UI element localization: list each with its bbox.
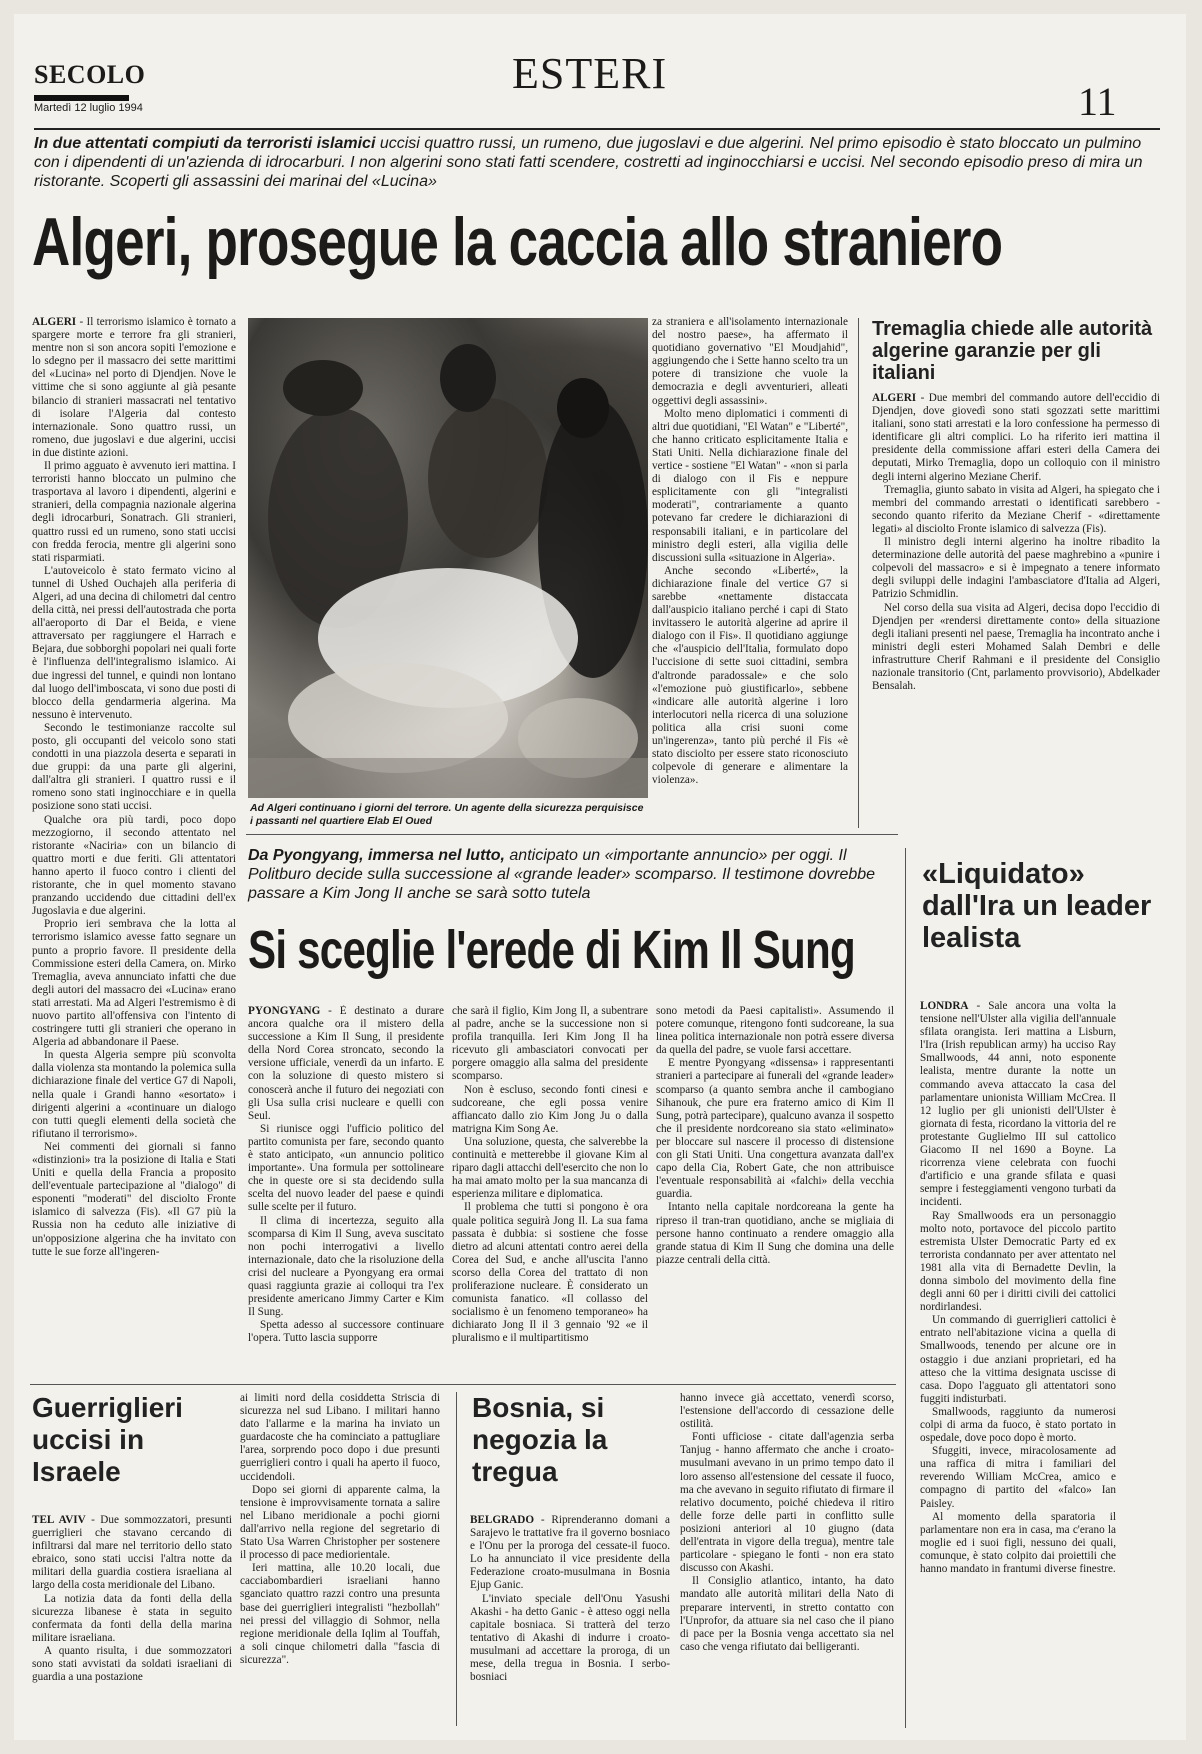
page-number: 11	[1078, 79, 1117, 124]
korea-column-1	[248, 1005, 444, 1377]
korea-paragraph: Una soluzione, questa, che salverebbe la continuità e metterebbe il giovane Kim al riparo dagli attacchi dell'esercito che non lo ha mai amato molto per la sua mancanza di esperienza militare e diplomatica.	[452, 1135, 648, 1201]
masthead-logo: SECOLO	[34, 60, 146, 89]
korea-kicker	[248, 846, 888, 903]
bosnia-paragraph: Il Consiglio atlantico, intanto, ha dato mandato alle autorità militari della Nato di preparare interventi, in stretto contatto con l'Unprofor, da attuare sia nel caso che il piano di pace per la Bosnia venga accettato sia nel caso che venga rifiutato dai belligeranti.	[680, 1575, 894, 1653]
main-headline: Algeri, prosegue la caccia allo straniero	[32, 204, 1003, 280]
main-paragraph: Anche secondo «Liberté», la dichiarazione finale del vertice G7 si sarebbe «nettamente distaccata dall'auspicio italiano perché i capi di Stato invitassero le autorità algerine ad aprire il dialogo con il Fis». Il quotidiano aggiunge che «l'auspicio dell'Italia, formulato dopo l'uccisione di sette suoi cittadini, sembra d'altronde paradossale» e che solo «l'emozione può giustificarlo», sebbene «indicare alle autorità algerine i loro interlocutori nella ricerca di una soluzione politica alla crisi suoni come un'ingerenza», tanto più perché il Fis «è stato disciolto per essere stato riconosciuto colpevole di generare e alimentare la violenza».	[652, 564, 848, 787]
ira-paragraph: Ray Smallwoods era un personaggio molto noto, portavoce del piccolo partito estremista Ulster Democratic Party ed ex terrorista condannato per aver attentato nel 1981 alla vita di Bernadette Devlin, la donna simbolo del movimento della fine degli anni 60 per i diritti civili dei cattolici nordirlandesi.	[920, 1209, 1116, 1314]
main-column-3	[652, 316, 848, 828]
korea-paragraph: sono metodi da Paesi capitalisti». Assumendo il potere comunque, ritengono fonti sudcoreane, la sua linea politica internazionale non potrà essere diversa da quella del padre, se vuole farsi accettare.	[656, 1005, 894, 1057]
section-title: ESTERI	[512, 49, 668, 98]
korea-dateline: PYONGYANG	[248, 1005, 321, 1017]
israel-paragraph: A quanto risulta, i due sommozzatori sono stati avvistati da soldati israeliani di guardia a una postazione	[32, 1644, 232, 1684]
korea-paragraph: Spetta adesso al successore continuare l'opera. Tutto lascia supporre	[248, 1319, 444, 1345]
main-paragraph: Molto meno diplomatici i commenti di altri due quotidiani, "El Watan" e "Liberté", che hanno criticato esplicitamente Italia e Stati Uniti. Nella dichiarazione finale del vertice - sostiene "El Watan" - «non si parla di dialogo con il Fis e neppure esplicitamente con gli "integralisti moderati", contrariamente a quanto potevano far credere le dichiarazioni di responsabili italiani, e in particolare del ministro degli esteri, alla vigilia delle discussioni sulla «situazione in Algeria».	[652, 407, 848, 564]
side-headline: Tremaglia chiede alle autorità algerine garanzie per gli italiani	[872, 318, 1153, 384]
main-paragraph: za straniera e all'isolamento internazionale del nostro paese», ha affermato il quotidiano governativo "El Moudjahid", aggiungendo che i Sette hanno scelto tra un potere di transizione che vuole la democrazia e degli avventurieri, alleati oggettivi degli assassini».	[652, 316, 848, 407]
bosnia-column-2	[680, 1392, 894, 1726]
main-paragraph: In questa Algeria sempre più sconvolta dalla violenza sta montando la polemica sulla dichiarazione finale del vertice G7 di Napoli, nella quale i Grandi hanno «esortato» i dirigenti algerini a «continuare un dialogo con tutti quegli elementi della società che rifiutano il terrorismo».	[32, 1049, 236, 1140]
israel-column-2	[240, 1392, 440, 1726]
masthead-rule	[34, 95, 129, 101]
ira-lead-text: - Sale ancora una volta la tensione nell'Ulster alla vigilia dell'annuale sfilata orangista. Ieri mattina a Lisburn, l'Ira (Irish republican army) ha ucciso Ray Smallwoods, 44 anni, noto esponente lealista, mentre durante la notte un commando aveva attaccato la casa del parlamentare unionista William McCrea. Il 12 luglio per gli unionisti dell'Ulster è giornata di festa, ricordano la vittoria del re protestante Guglielmo III sul cattolico Giacomo II nel 1690 a Boyne. La ricorrenza viene celebrata con fuochi d'artificio e una grande sfilata e quasi sempre i festeggiamenti vengono turbati da incidenti.	[920, 1000, 1116, 1209]
main-column-1	[32, 316, 236, 1376]
korea-headline: Si sceglie l'erede di Kim Il Sung	[248, 920, 855, 980]
israel-paragraph: La notizia data da fonti della della sicurezza libanese è stata in seguito confermata da fonti della della marina militare israeliana.	[32, 1592, 232, 1644]
section-divider	[30, 1384, 896, 1385]
korea-paragraph: Non è escluso, secondo fonti cinesi e sudcoreane, che egli possa venire affiancato dallo zio Kim Jong Ju o dalla matrigna Kim Song Ae.	[452, 1083, 648, 1135]
photo-caption: Ad Algeri continuano i giorni del terrore. Un agente della sicurezza perquisisce i passanti nel quartiere Elab El Oued	[250, 802, 644, 827]
ira-dateline: LONDRA	[920, 1000, 969, 1012]
ira-headline: «Liquidato» dall'Ira un leader lealista	[922, 858, 1152, 954]
side-article-text	[872, 392, 1160, 828]
korea-paragraph: Si riunisce oggi l'ufficio politico del partito comunista per fare, secondo quanto è stato anticipato, «un annuncio politico importante». Una formula per sottolineare che in queste ore si sta decidendo sulla scelta del nuovo leader del paese e quindi sulle scelte per il futuro.	[248, 1122, 444, 1214]
column-divider	[858, 318, 859, 828]
main-kicker-bold: In due attentati compiuti da terroristi islamici	[34, 135, 376, 152]
main-paragraph: L'autoveicolo è stato fermato vicino al tunnel di Ushed Ouchajeh alla periferia di Algeri, ad una decina di chilometri dal centro della città, nei pressi dell'autostrada che porta all'aeroporto di Dar el Beida, e viene attraversato per raggiungere el Harrach e Bejara, due sobborghi popolari nei quali forte è l'influenza dell'integralismo islamico. Ai due ingressi del tunnel, e quindi non lontano dal luogo dell'imboscata, vi sono due posti di blocco della gendarmeria algerina. Ma nessuno è intervenuto.	[32, 564, 236, 721]
news-photo	[248, 318, 648, 798]
main-kicker-rest: uccisi quattro russi, un rumeno, due jugoslavi e due algerini. Nel primo episodio è stato bloccato un pulmino con i dipendenti di un'azienda di idrocarburi. I non algerini sono stati fatti scendere, costretti ad inginocchiarsi e uccisi. Nel secondo episodio preso di mira un ristorante. Scoperti gli assassini dei marinai del «Lucina»	[34, 135, 1143, 190]
israel-paragraph: Dopo sei giorni di apparente calma, la tensione è improvvisamente tornata a salire nel Libano meridionale a pochi giorni dall'arrivo nella regione del segretario di Stato Usa Warren Christopher per sostenere il processo di pace mediorientale.	[240, 1483, 440, 1562]
korea-paragraph: che sarà il figlio, Kim Jong Il, a subentrare al padre, anche se la successione non si profila tranquilla. Ieri Kim Jong Il ha ricevuto gli ambasciatori convocati per porgere omaggio alla salma del presidente scomparso.	[452, 1005, 648, 1083]
photo-illustration	[248, 318, 648, 798]
main-paragraph: Proprio ieri sembrava che la lotta al terrorismo islamico avesse fatto segnare un punto a proprio favore. Il presidente della Commissione esteri della Camera, on. Mirko Tremaglia, aveva annunciato infatti che due degli autori del massacro dei «Lucina» erano stati arrestati. Ma ad Algeri l'estremismo è di nuovo partito all'offensiva con l'intento di costringere tutti gli stranieri che operano in Algeria ad abbandonare il Paese.	[32, 918, 236, 1049]
main-paragraph: Secondo le testimonianze raccolte sul posto, gli occupanti del veicolo sono stati condotti in una piazzola deserta e separati in due gruppi: da una parte gli algerini, dall'altra gli stranieri. I quattro russi e il romeno sono stati inginocchiare e in quella posizione sono stati uccisi.	[32, 721, 236, 813]
israel-column-1	[32, 1514, 232, 1726]
israel-headline: Guerriglieri uccisi in Israele	[32, 1392, 183, 1487]
masthead-date: Martedì 12 luglio 1994	[34, 102, 143, 114]
ira-paragraph: Smallwoods, raggiunto da numerosi colpi di arma da fuoco, è stato portato in ospedale, dove poco dopo è morto.	[920, 1405, 1116, 1445]
bosnia-paragraph: hanno invece già accettato, venerdì scorso, l'estensione dell'accordo di cessazione delle ostilità.	[680, 1392, 894, 1431]
bosnia-lead-text: - Riprenderanno domani a Sarajevo le trattative fra il governo bosniaco e l'Onu per la proroga del cessate-il fuoco. Lo ha annunciato il vice presidente della Federazione croato-musulmana in Bosnia Ejup Ganic.	[470, 1514, 670, 1592]
israel-paragraph: ai limiti nord della cosiddetta Striscia di sicurezza nel sud Libano. I militari hanno dato l'allarme e la marina ha inviato un guardacoste che ha cominciato a pattugliare l'area, sorprendo poco dopo i due presunti guerriglieri contro i quali ha aperto il fuoco, uccidendoli.	[240, 1392, 440, 1483]
main-paragraph: Il primo agguato è avvenuto ieri mattina. I terroristi hanno bloccato un pulmino che trasportava al lavoro i dipendenti, algerini e stranieri, della compagnia nazionale algerina degli idrocarburi, Sonatrach. Gli stranieri, quattro russi ed un rumeno, sono stati uccisi con fredda ferocia, mentre gli algerini sono stati risparmiati.	[32, 460, 236, 564]
israel-paragraph: Ieri mattina, alle 10.20 locali, due cacciabombardieri israeliani hanno sganciato quattro razzi contro una presunta base dei guerriglieri integralisti "hezbollah" nei pressi del villaggio di Sohmor, nella regione meridionale della Iqlim al Touffah, a soli cinque chilometri dalla "fascia di sicurezza".	[240, 1562, 440, 1666]
masthead-divider	[34, 128, 1160, 130]
ira-paragraph: Al momento della sparatoria il parlamentare non era in casa, ma c'erano la moglie ed i suoi figli, nessuno dei quali, comunque, è stato colpito dai proiettili che hanno mandato in frantumi diverse finestre.	[920, 1510, 1116, 1576]
bosnia-column-1	[470, 1514, 670, 1726]
side-paragraph: Il ministro degli interni algerino ha inoltre ribadito la determinazione delle autorità del paese maghrebino a «punire i colpevoli del massacro» e si è impegnato a tenere informato degli sviluppi delle indagini l'ambasciatore d'Italia ad Algeri, Patrizio Schmidlin.	[872, 536, 1160, 601]
korea-paragraph: E mentre Pyongyang «dissensa» i rappresentanti stranieri a partecipare ai funerali del «grande leader» scomparso (a quanto sembra anche il cambogiano Sihanouk, che pure era fraterno amico di Kim Il Sung, potrà partecipare), qualcuno avanza il sospetto che il presidente nordcoreano sia stato «eliminato» per bloccare sul nascere il processo di distensione con gli Stati Uniti. Una congettura avanzata dall'ex capo della Cia, Robert Gate, che non attribuisce l'eventuale responsabilità ai «falchi» della vecchia guardia.	[656, 1057, 894, 1201]
ira-paragraph: Un commando di guerriglieri cattolici è entrato nell'abitazione vicina a quella di Smallwoods, tenendo per alcune ore in ostaggio i due anziani proprietari, ed ha atteso che la vittima designata uscisse di casa. Dopo l'agguato gli attentatori sono fuggiti indisturbati.	[920, 1314, 1116, 1405]
korea-paragraph: Il problema che tutti si pongono è ora quale politica seguirà Jong Il. La sua fama passata è dubbia: si sostiene che fosse dietro ad alcuni attentati contro aerei della Corea del Sud, e anche all'uscita l'anno scorso della Corea del trattato di non proliferazione nucleare. È considerato un comunista fanatico. «Il collasso del socialismo è un fenomeno temporaneo» ha dichiarato Jong Il il 3 gennaio '92 «e il pluralismo e il multipartitismo	[452, 1201, 648, 1345]
korea-kicker-rest: anticipato un «importante annuncio» per oggi. Il Politburo decide sulla successione al «grande leader» scomparso. Il testimone dovrebbe passare a Kim Jong II anche se sarà sotto tutela	[248, 847, 876, 902]
korea-lead-text: - È destinato a durare ancora qualche ora il mistero della successione a Kim Il Sung, il presidente della Nord Corea stroncato, secondo la versione ufficiale, venerdì da un infarto. E con la soluzione di questo mistero si conoscerà anche il futuro dei negoziati con gli Usa sulla crisi nucleare e quelli con Seul.	[248, 1005, 444, 1122]
main-paragraph: Nei commenti dei giornali si fanno «distinzioni» tra la posizione di Italia e Stati Uniti e quella della Francia a proposito dell'eventuale partecipazione al "dialogo" di esponenti "moderati" del disciolto Fronte islamico di salvezza (Fis). «Il G7 più la Russia non ha ceduto alle iniziative di un'opposizione algerina che ha invitato con tutte le sue forze all'ingeren-	[32, 1140, 236, 1258]
side-paragraph: Tremaglia, giunto sabato in visita ad Algeri, ha spiegato che i membri del commando arrestati o identificati sarebbero - secondo quanto riferito da Meziane Cherif - «direttamente legati» al disciolto Fronte islamico di salvezza (Fis).	[872, 483, 1160, 535]
ira-article-text	[920, 1000, 1116, 1722]
main-dateline: ALGERI	[32, 316, 77, 328]
column-divider	[905, 848, 906, 1728]
korea-column-3	[656, 1005, 894, 1377]
side-paragraph: Nel corso della sua visita ad Algeri, decisa dopo l'eccidio di Djendjen per «rendersi direttamente conto» della situazione degli italiani presenti nel paese, Tremaglia ha incontrato anche i ministri degli esteri Mohamed Salah Dembri e delle infrastrutture Cherif Rahmani e il presidente del Consiglio nazionale transitorio (Cnt, parlamento provvisorio), Abdelkader Bensalah.	[872, 601, 1160, 693]
ira-paragraph: Sfuggiti, invece, miracolosamente ad una raffica di mitra i familiari del reverendo William McCrea, amico e compagno di partito del «falco» Ian Paisley.	[920, 1445, 1116, 1510]
korea-paragraph: Intanto nella capitale nordcoreana la gente ha ripreso il tran-tran quotidiano, anche se migliaia di persone hanno continuato a rendere omaggio alla grande statua di Kim Il Sung che domina una delle piazze centrali della città.	[656, 1201, 894, 1266]
israel-lead-text: - Due sommozzatori, presunti guerriglieri che stavano cercando di infiltrarsi dal mare nel territorio dello stato ebraico, sono stati uccisi l'altra notte da militari della guardia costiera israeliana al largo della costa meridionale del Libano.	[32, 1514, 232, 1592]
main-kicker	[34, 134, 1160, 191]
korea-kicker-bold: Da Pyongyang, immersa nel lutto,	[248, 847, 505, 864]
side-lead-text: - Due membri del commando autore dell'eccidio di Djendjen, dove giovedì sono stati sgozzati sette marittimi italiani, sono stati arrestati e la loro confessione ha permesso di identificare gli altri complici. Lo ha riferito ieri mattina il presidente della commissione affari esteri della Camera dei deputati, Mirko Tremaglia, dopo un colloquio con il ministro degli interni algerino Meziane Cherif.	[872, 392, 1160, 483]
section-divider	[246, 834, 898, 835]
bosnia-headline: Bosnia, si negozia la tregua	[472, 1392, 608, 1487]
column-divider	[456, 1392, 457, 1726]
main-lead-text: - Il terrorismo islamico è tornato a spargere morte e terrore fra gli stranieri, mentre non si son ancora sopiti l'emozione e lo sdegno per il massacro dei sette marittimi del «Lucina» nel porto di Djendjen. Nove le vittime che si sono aggiunte al già pesante bilancio di stranieri massacrati nel tentativo di isolare l'Algeria dal contesto internazionale. Sono quattro russi, un romeno, due jugoslavi e due algerini, uccisi in due distinte azioni.	[32, 316, 236, 459]
main-paragraph: Qualche ora più tardi, poco dopo mezzogiorno, il secondo attentato nel ristorante «Naciria» con un bilancio di quattro morti e due feriti. Gli attentatori hanno aperto il fuoco contro i clienti del ristorante, che in quel momento stavano pranzando uccidendo due cittadini dell'ex Jugoslavia e due algerini.	[32, 813, 236, 918]
korea-column-2	[452, 1005, 648, 1377]
korea-paragraph: Il clima di incertezza, seguito alla scomparsa di Kim Il Sung, aveva suscitato non pochi interrogativi a livello internazionale, dato che la risoluzione della crisi del nucleare a Pyongyang era ormai quasi raggiunta grazie ai colloqui tra l'ex presidente americano Jimmy Carter e Kim Il Sung.	[248, 1214, 444, 1319]
side-dateline: ALGERI	[872, 392, 917, 404]
bosnia-paragraph: L'inviato speciale dell'Onu Yasushi Akashi - ha detto Ganic - è atteso oggi nella capitale bosniaca. Si tratterà del terzo tentativo di Akashi di indurre i croato-musulmani ad accettare la proroga, di un mese, della tregua in Bosnia. I serbo-bosniaci	[470, 1592, 670, 1684]
israel-dateline: TEL AVIV	[32, 1514, 86, 1526]
bosnia-dateline: BELGRADO	[470, 1514, 535, 1526]
bosnia-paragraph: Fonti ufficiose - citate dall'agenzia serba Tanjug - hanno affermato che anche i croato-musulmani avevano in un primo tempo dato il loro assenso all'estensione del cessate il fuoco, ma che avevano in seguito rifiutato di firmare il relativo documento, poiché chiedeva il ritiro delle forze delle parti in conflitto sulle posizioni anteriori al 10 giugno (data dell'entrata in vigore della tregua), mentre tale particolare - spiegano le fonti - non era stato discusso con Akashi.	[680, 1431, 894, 1575]
